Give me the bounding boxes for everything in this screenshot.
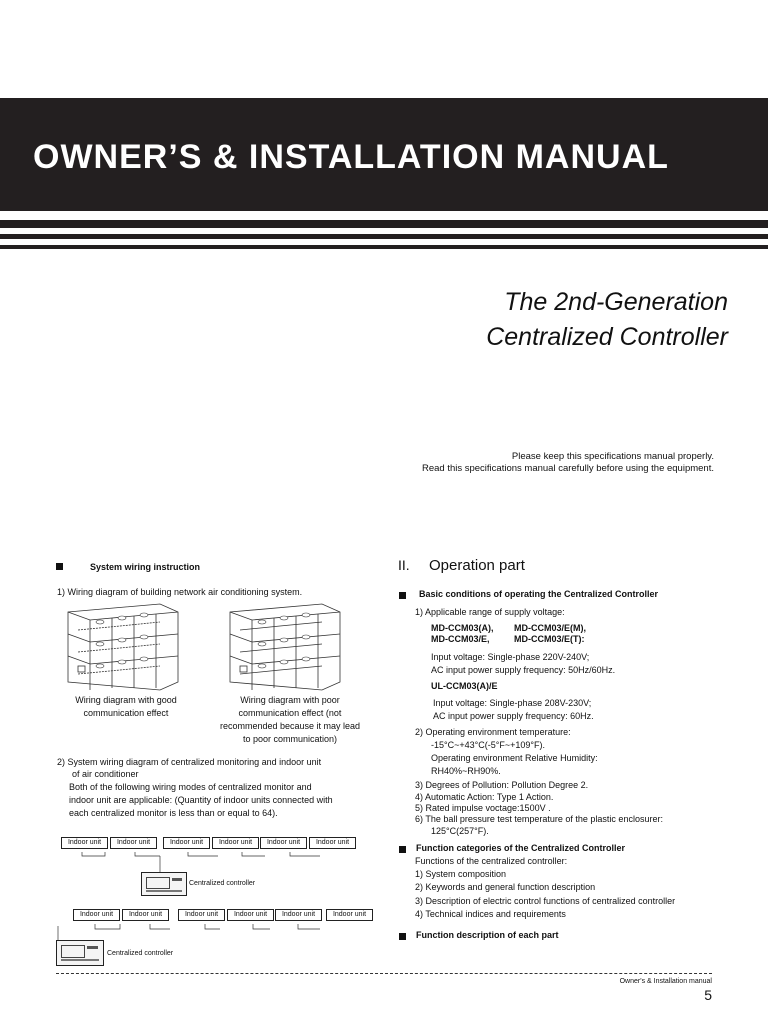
function-item: 1) System composition — [415, 869, 507, 879]
header-stripe — [0, 245, 768, 249]
automatic-action-item: 4) Automatic Action: Type 1 Action. — [415, 792, 554, 802]
caption-poor-line: to poor communication) — [242, 734, 338, 744]
indoor-unit-box: Indoor unit — [178, 909, 225, 921]
caption-good — [52, 694, 200, 720]
wiring-item-2-line3: Both of the following wiring modes of centralized monitor and — [69, 782, 312, 792]
model-name: MD-CCM03/E(M), — [514, 623, 586, 633]
humidity-label: Operating environment Relative Humidity: — [431, 753, 598, 763]
caption-poor-line: communication effect (not — [238, 708, 342, 718]
indoor-unit-box: Indoor unit — [326, 909, 373, 921]
basic-conditions-heading: Basic conditions of operating the Centralized Controller — [419, 589, 659, 599]
function-item: 4) Technical indices and requirements — [415, 909, 566, 919]
pollution-item: 3) Degrees of Pollution: Pollution Degree 2. — [415, 780, 589, 790]
ball-pressure-value: 125°C(257°F). — [431, 826, 489, 836]
temperature-item: 2) Operating environment temperature: — [415, 727, 571, 737]
notice-line1: Please keep this specifications manual properly. — [511, 451, 714, 462]
wiring-item-2-line4: indoor unit are applicable: (Quantity of indoor units connected with — [69, 795, 333, 805]
bullet-square-icon — [399, 592, 406, 599]
wiring-item-2-line1: 2) System wiring diagram of centralized monitoring and indoor unit — [57, 757, 322, 767]
caption-poor — [205, 694, 375, 746]
ul-model: UL-CCM03(A)/E — [431, 681, 498, 691]
caption-good-line: Wiring diagram with good — [75, 695, 177, 705]
function-categories-heading: Function categories of the Centralized Controller — [416, 843, 626, 853]
page-number: 5 — [704, 987, 712, 1003]
input-voltage: Input voltage: Single-phase 220V-240V; — [431, 652, 590, 662]
product-title-line1: The 2nd-Generation — [504, 288, 728, 316]
frequency: AC input power supply frequency: 60Hz. — [433, 711, 594, 721]
centralized-controller-icon — [56, 940, 104, 966]
centralized-controller-icon — [141, 872, 187, 896]
temperature-value: -15°C~+43°C(-5°F~+109°F). — [431, 740, 545, 750]
indoor-unit-box: Indoor unit — [110, 837, 157, 849]
function-item: 2) Keywords and general function description — [415, 882, 596, 892]
caption-good-line: communication effect — [83, 708, 169, 718]
model-name: MD-CCM03(A), — [431, 623, 494, 633]
indoor-unit-box: Indoor unit — [163, 837, 210, 849]
part-title: Operation part — [429, 557, 525, 574]
indoor-unit-box: Indoor unit — [227, 909, 274, 921]
impulse-voltage-item: 5) Rated impulse voctage:1500V . — [415, 803, 551, 813]
model-name: MD-CCM03/E, — [431, 634, 490, 644]
indoor-unit-box: Indoor unit — [61, 837, 108, 849]
controller-label: Centralized controller — [189, 880, 256, 887]
bullet-square-icon — [56, 563, 63, 570]
ball-pressure-item: 6) The ball pressure test temperature of the plastic enclosurer: — [415, 814, 663, 824]
building-wiring-diagrams — [60, 600, 380, 695]
manual-title: OWNER’S & INSTALLATION MANUAL — [33, 138, 669, 176]
product-title-line2: Centralized Controller — [486, 323, 728, 351]
section-heading: System wiring instruction — [90, 562, 201, 572]
function-intro: Functions of the centralized controller: — [415, 856, 568, 866]
indoor-unit-box: Indoor unit — [73, 909, 120, 921]
indoor-unit-box: Indoor unit — [260, 837, 307, 849]
wiring-item-2-line5: each centralized monitor is less than or equal to 64). — [69, 808, 278, 818]
function-description-heading: Function description of each part — [416, 930, 559, 940]
controller-label: Centralized controller — [107, 950, 174, 957]
model-name: MD-CCM03/E(T): — [514, 634, 585, 644]
bullet-square-icon — [399, 846, 406, 853]
footer-label: Owner's & Installation manual — [619, 978, 712, 985]
caption-poor-line: recommended because it may lead — [219, 721, 361, 731]
notice-line2: Read this specifications manual carefully before using the equipment. — [421, 463, 714, 474]
header-stripe — [0, 220, 768, 228]
caption-poor-line: Wiring diagram with poor — [240, 695, 340, 705]
bullet-square-icon — [399, 933, 406, 940]
function-item: 3) Description of electric control functions of centralized controller — [415, 896, 676, 906]
part-number: II. — [398, 557, 410, 573]
humidity-value: RH40%~RH90%. — [431, 766, 501, 776]
indoor-unit-box: Indoor unit — [122, 909, 169, 921]
header-stripe — [0, 234, 768, 239]
input-voltage: Input voltage: Single-phase 208V-230V; — [433, 698, 592, 708]
frequency: AC input power supply frequency: 50Hz/60Hz. — [431, 665, 616, 675]
footer-divider — [56, 973, 712, 974]
indoor-unit-box: Indoor unit — [275, 909, 322, 921]
wiring-item-2-line2: of air conditioner — [72, 769, 139, 779]
indoor-unit-box: Indoor unit — [212, 837, 259, 849]
indoor-unit-box: Indoor unit — [309, 837, 356, 849]
voltage-item: 1) Applicable range of supply voltage: — [415, 607, 565, 617]
wiring-item-1: 1) Wiring diagram of building network air conditioning system. — [57, 587, 303, 597]
